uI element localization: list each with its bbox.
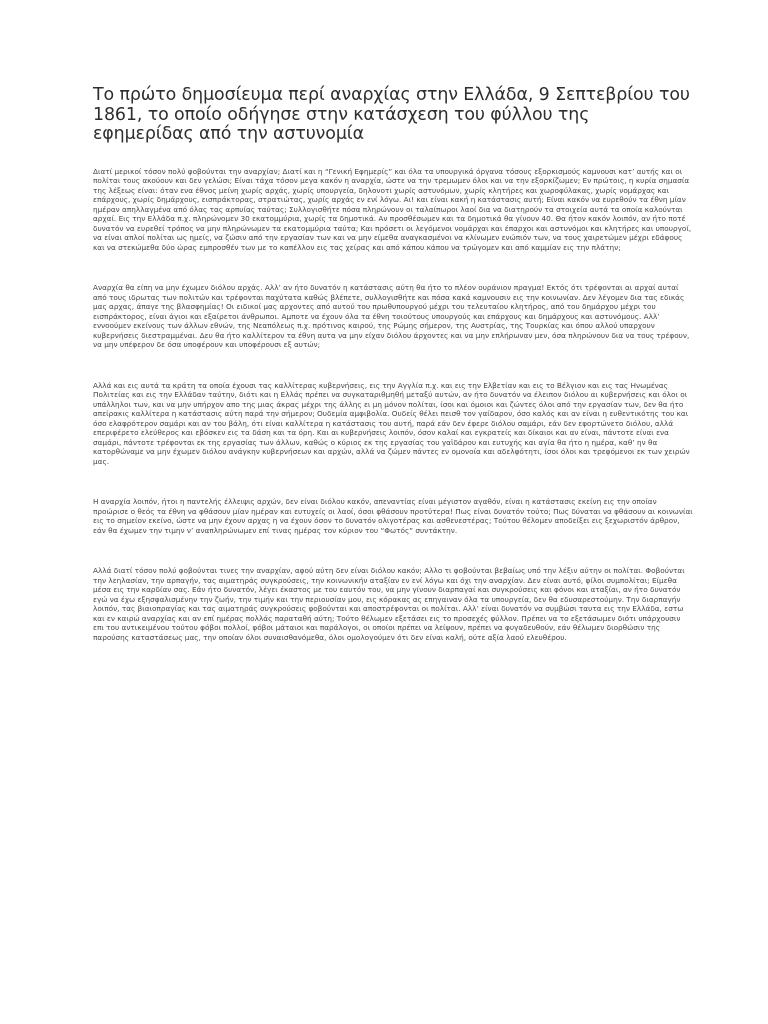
document-page xyxy=(93,86,693,673)
document-body xyxy=(93,167,693,643)
paragraph-1: Διατί μερικοί τόσον πολύ φοβούνται την αναρχίαν; Διατί και η “Γενική Εφημερίς” και όλα τα υπουργικά όργανα τόσους εξορκισμούς καμνουσι κατ’ αυτής και οι πολίται τους ακούουν και δεν γελώσι; Είναι τάχα τόσον μεγα κακόν η αναρχία, ώστε να την τρεμωμεν όλοι και να την εξορκίζωμεν; Εν πρώτοις, η κυρία σημασία της λέξεως είναι: όταν ενα έθνος μείνη χωρίς αρχάς, χωρίς υπουργεία, δηλονοτι χωρίς αστυνόμων, χωρίς κλητήρες και χωροφύλακας, χωρίς νομάρχας και επάρχους, χωρίς δημάρχους, εισπράκτορας, στρατιώτας, χωρίς αρχάς εν ενί λόγω. Αι! και είναι κακή η κατάστασις αυτή; Είναι κακόν να ευρεθούν τα έθνη μίαν ημέραν απηλλαγμένα από όλας τας αρπυίας ταύτας; Συλλογισθήτε πόσα πληρώνουν οι ταλαίπωροι λαοί δια να διατηρούν τα στοιχεία αυτά τα οποία καλούνται αρχαί. Εις την Ελλάδα π.χ. πληρώνομεν 30 εκατομμύρια, χωρίς τα δημοτικά. Αν προσθέσωμεν και τα δημοτικά θα γίνουν 40. Θα ήτον κακόν λοιπόν, αν ήτο ποτέ δυνατόν να ευρεθεί τρόπος να μην πληρώνωμεν τα εκατομμύρια ταύτα; Και πρόσετι οι λεγόμενοι νομάρχαι και έπαρχοι και αστυνόμοι και κλητήρες και υπουργοί, να είναι απλοί πολίται ως ημείς, να ζώσιν από την εργασίαν των και να μην είμεθα αναγκασμένοι να κλίνωμεν ενώπιόν των, να τους χαιρετώμεν μέχρι εδάφους και να στεκώμεθα δύο ώρας εμπροσθέν των με το καπέλλον εις τας χείρας και από κάπου κάπου να τρώγομεν και από καμμίαν εις την πλάτην; xyxy=(93,166,692,252)
paragraph-3: Αλλά και εις αυτά τα κράτη τα οποία έχουσι τας καλλίτερας κυβερνήσεις, εις την Αγγλία π.χ. και εις την Ελβετίαν και εις το Βέλγιον και εις τας Ηνωμένας Πολιτείας και εις την Ελλάδαν ταύτην, διότι και η Ελλάς πρέπει να συγκαταριθμηθή μεταξύ αυτών, αν ήτο δυνατόν να έλειπον διόλου αι κυβερνήσεις και όλοι οι υπάλληλοι των, και να μην υπήρχον απο της μιας άκρας μέχρι της άλλης ει μη μόνον πολίται, ίσοι και όμοιοι και ζώντες όλοι από την εργασίαν των, δεν θα ήτο απείρακις καλλίτερα η κατάστασις αύτη παρά την σήμερον; Ουδεμία αμφιβολία. Ουδείς θέλει πεισθ τον γαίδαρον, όσο καλός και αν είναι η ευθεντικότης του και όσο ελαφρότερον σαμάρι και αν του βάλη, ότι είναι καλλίτερα η κατάστασις του αυτή, παρά εάν δεν έφερε διόλου σαμάρι, εάν δεν εφορτώνετο διόλου, αλλά επεριφέρετο ελεύθερος και εβόσκεν εις τα δάση και τα όρη. Και αι κυβερνήσεις λοιπόν, όσον καλαί και εγκρατείς και δίκαιοι και αν είναι, πάντοτε είναι ενα σαμάρι, πάντοτε τρέφονται εκ της εργασίας των άλλων, καθώς ο κύριος εκ της εργασίας του γαϊδάρου και ευτυχής και αγία θα ήτο η ημέρα, καθ’ ην θα κατορθώναμε να μην έχωμεν διόλου ανάγκην κυβερνήσεων και αρχών, αλλά να ζώμεν πάντες εν ομονοία και αδελφότητι, ίσοι όλοι και τρεφόμενοι εκ των χειρών μας. xyxy=(93,380,690,466)
paragraph-4: Η αναρχία λοιπόν, ήτοι η παντελής έλλειψις αρχών, δεν είναι διόλου κακόν, απεναντίας είναι μέγιστον αγαθόν, είναι η κατάστασις εκείνη εις την οποίαν προώρισε ο θεός τα έθνη να φθάσουν μίαν ημέραν και ευτυχείς οι λαοί, όσοι φθάσουν προτύτερα! Πως είναι δυνατόν τούτο; Πως δύναται να φθάσουν αι κοινωνίαι εις το σημείον εκείνο, ώστε να μην έχουν αρχας η να έχουν όσον το δυνατόν ολιγοτέρας και ασθενεστέρας; Τούτου θέλομεν αποδείξει εις ξεχωριστόν άρθρον, εάν θα έχωμεν την τιμην ν’ αναπληρώνωμεν επί τινας ημέρας τον κύριον του “Φωτός” συντάκτην. xyxy=(93,497,693,535)
paragraph-5: Αλλά διατί τόσον πολύ φοβούνται τινες την αναρχίαν, αφού αύτη δεν είναι διόλου κακόν; Αλλο τι φοβούνται βεβαίως υπό την λέξιν αύτην οι πολίται. Φοβούνται την λεηλασίαν, την αρπαγήν, τας αιματηράς συγκρούσεις, την κοινωνικήν αταξίαν εν ενί λόγω και όχι την αναρχίαν. Δεν είναι αυτό, φίλοι συμπολίται; Είμεθα μέσα εις την καρδίαν σας. Εάν ήτο δυνατόν, λέγει έκαστος με του εαυτόν του, να μην γίνουν διαρπαγαί και συγκρούσεις και φόνοι και αταξίαι, αν ήτο δυνατόν εγώ να έχω εξησφαλισμένην την ζωήν, την τιμήν και την περιουσίαν μου, εις κόρακας ας επηγαιναν όλα τα υπουργεία, δεν θα εδυσαρεστούμην. Την διαρπαγήν λοιπόν, τας βιαιοπραγίας και τας αιματηράς συγκρούσεις φοβούνται και αποστρέφονται οι πολίται. Αλλ’ είναι δυνατόν να συμβώσι ταυτα εις την Ελλάδα, εστω και εν καιρώ αναρχίας και αν επί ημέρας πολλάς παραταθή αύτη; Τούτο θέλωμεν εξετάσει εις το προσεχές φύλλον. Πρέπει να το εξετάσωμεν διότι υπάρχουσιν επι του αντικειμένου τούτου φόβοι πολλοί, φόβοι μάταιοι και παράλογοι, οι οποίοι πρέπει να λείψουν, πρέπει να φυγαδευθούν, εάν θέλωμεν διορθώσιν της παρούσης καταστάσεως μας, την οποίαν όλοι συναισθανόμεθα, όλοι ομολογούμεν ότι δεν είναι καλή, ούτε αξία λαού ελευθέρου. xyxy=(93,566,685,642)
paragraph-2: Αναρχία θα είπη να μην έχωμεν διόλου αρχάς. Αλλ’ αν ήτο δυνατόν η κατάστασις αύτη θα ήτο το πλέον ουράνιον πραγμα! Εκτός ότι τρέφονται αι αρχαί αυταί από τους ιδρωτας των πολιτών και τρέφονται παχύτατα καθώς βλέπετε, συλλογισθήτε και πόσα κακά καμνουσιν εις την κοινωνίαν. Δεν λέγομεν δια τας εδικάς μας αρχας, άπαγε της βλασφημίας! Οι ειδικοί μας αρχοντες από αυτού του πρωθυπουργού μέχρι του τελευταίου κλητήρος, από του δημάρχου μέχρι του εισπράκτορος, είναι άγιοι και εξαίρετοι άνθρωποι. Αμποτε να έχουν όλα τα έθνη τοιούτους υπουργούς και επάρχους και δημάρχους και αστυνόμους. Αλλ’ εννοούμεν εκείνους των άλλων εθνών, της Νεαπόλεως π.χ. πρότινος καιρού, της Ρώμης σήμερον, της Αυστρίας, της Τουρκίας και όπου αλλού υπαρχουν κυβερνήσεις διεστραμμέναι. Δευ θα ήτο καλλίτερον τα έθνη αυτα να μην είχαν διόλου άρχοντες και να μην επλήρωναν μεν, όσα πληρώνουν δια να τους τρέφουν, να μην υπέφερον δε όσα υποφέρουν και υποφέρουσι εξ αυτών; xyxy=(93,283,690,349)
document-title: Το πρώτο δημοσίευμα περί αναρχίας στην Ελλάδα, 9 Σεπτεβρίου του 1861, το οποίο οδήγησε στην κατάσχεση του φύλλου της εφημερίδας από την αστυνομία xyxy=(93,85,690,144)
